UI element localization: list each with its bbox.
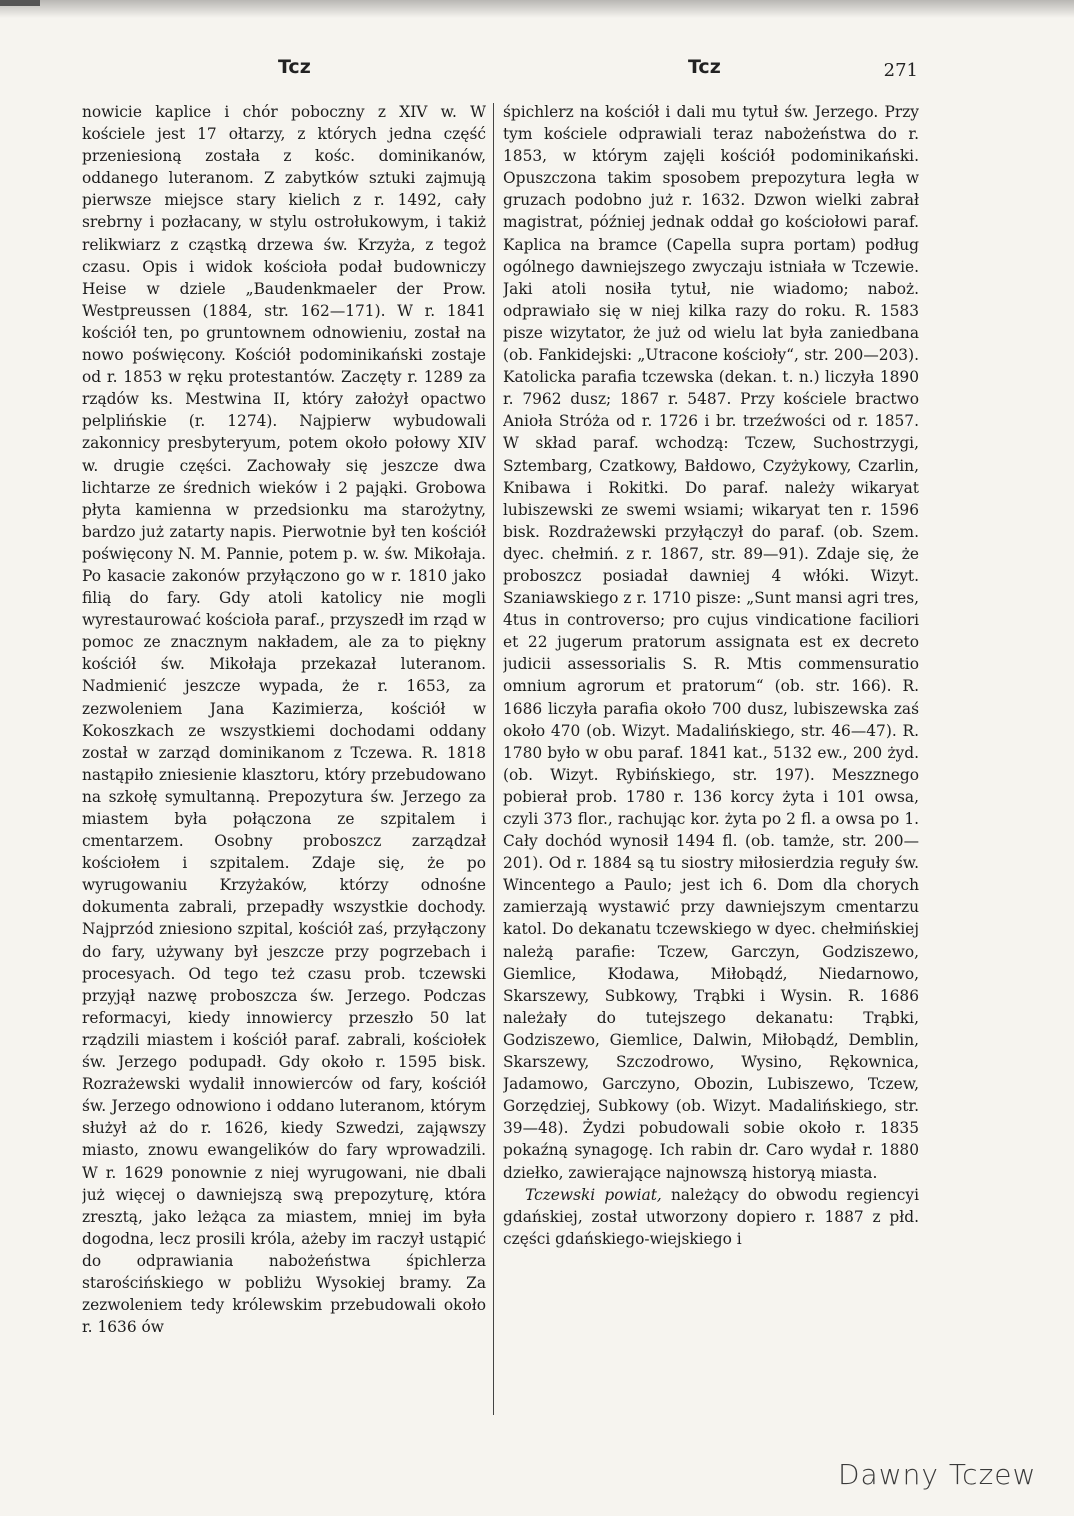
left-column-paragraph: nowicie kaplice i chór poboczny z XIV w. W kościele jest 17 ołtarzy, z których jedna część przeniesioną została z kośc. dominikanów, oddanego luteranom. Z zabytków sztuki zajmują pierwsze miejsce stary kielich z r. 1492, cały srebrny i pozłacany, w stylu ostrołukowym, i takiż relikwiarz z cząstką drzewa św. Krzyża, z tegoż czasu. Opis i widok kościoła podał budowniczy Heise w dziele „Baudenkmaeler der Prow. Westpreussen (1884, str. 162—171). W r. 1841 kościół ten, po gruntownem odnowieniu, został na nowo poświęcony. Kościół podominikański zostaje od r. 1853 w ręku protestantów. Zaczęty r. 1289 za rządów ks. Mestwina II, który założył opactwo pelplińskie (r. 1274). Najpierw wybudowali zakonnicy presbyteryum, potem około połowy XIV w. drugie części. Zachowały się jeszcze dwa lichtarze ze średnich wieków i 2 pająki. Grobowa płyta kamienna w przedsionku ma starożytny, bardzo już zatarty napis. Pierwotnie był ten kościół poświęcony N. M. Pannie, potem p. w. św. Mikołaja. Po kasacie zakonów przyłączono go w r. 1810 jako filią do fary. Gdy atoli katolicy nie mogli wyrestaurować kościoła paraf., przyszedł im rząd w pomoc ze znacznym nakładem, ale za to piękny kościół św. Mikołaja przekazał luteranom. Nadmienić jeszcze wypada, że r. 1653, za zezwoleniem Jana Kazimierza, kościół w Kokoszkach ze wszystkiemi dochodami oddany został w zarząd dominikanom z Tczewa. R. 1818 nastąpiło zniesienie klasztoru, który przebudowano na szkołę symultanną. Prepozytura św. Jerzego za miastem była połączona ze szpitalem i cmentarzem. Osobny proboszcz zarządzał kościołem i szpitalem. Zdaje się, że po wyrugowaniu Krzyżaków, którzy odnośne dokumenta zabrali, przepadły wszystkie dochody. Najprzód zniesiono szpital, kościół zaś, przyłączony do fary, używany był jeszcze przy pogrzebach i procesyach. Od tego też czasu prob. tczewski przyjął nazwę proboszcza św. Jerzego. Podczas reformacyi, kiedy innowiercy przeszło 50 lat rządzili miastem i kościół paraf. zabrali, kościołek św. Jerzego podupadł. Gdy około r. 1595 bisk. Rozrażewski wydalił innowierców od fary, kościół św. Jerzego odnowiono i oddano luteranom, którym służył aż do r. 1626, kiedy Szwedzi, zająwszy miasto, znowu ewangelików do fary wprowadzili. W r. 1629 ponownie z niej wyrugowani, nie dbali już więcej o dawniejszą swą prepozyturę, która zresztą, jako leżąca za miastem, mniej im była dogodna, lecz prosili króla, ażeby im raczył ustąpić do odprawiania nabożeństwa śpichlerza starościńskiego w pobliżu Wysokiej bramy. Za zezwoleniem tedy królewskim przebudowali około r. 1636 ów: [82, 103, 486, 1337]
running-head-left: Tcz: [278, 56, 311, 78]
entry-text: należący do obwodu regiencyi gdańskiej, został utworzony dopiero r. 1887 z płd. części gdańskiego-wiejskiego i: [503, 1185, 919, 1248]
right-column-paragraph-powiat: [503, 1184, 919, 1250]
column-divider: [493, 103, 494, 1415]
page-number: 271: [883, 60, 918, 81]
scan-edge-shadow: [0, 0, 1074, 18]
right-column-paragraph: śpichlerz na kościół i dali mu tytuł św. Jerzego. Przy tym kościele odprawiali teraz nabożeństwa do r. 1853, w którym zajęli kościół podominikański. Opuszczona takim sposobem prepozytura legła w gruzach podobno już r. 1632. Dzwon wielki zabrał magistrat, później jednak oddał go kościołowi paraf. Kaplica na bramce (Capella supra portam) podług ogólnego dawniejszego zwyczaju istniała w Tczewie. Jaki atoli nosiła tytuł, nie wiadomo; naboż. odprawiało się w niej kilka razy do roku. R. 1583 pisze wizytator, że już od wielu lat była zaniedbana (ob. Fankidejski: „Utracone kościoły“, str. 200—203). Katolicka parafia tczewska (dekan. t. n.) liczyła 1890 r. 7962 dusz; 1867 r. 5487. Przy kościele bractwo Anioła Stróża od r. 1726 i br. trzeźwości od r. 1857. W skład paraf. wchodzą: Tczew, Suchostrzygi, Sztembarg, Czatkowy, Bałdowo, Czyżykowy, Czarlin, Knibawa i Rokitki. Do paraf. należy wikaryat lubiszewski ze swemi wsiami; wikaryat ten r. 1596 bisk. Rozdrażewski przyłączył do paraf. (ob. Szem. dyec. chełmiń. z r. 1867, str. 89—91). Zdaje się, że proboszcz posiadał dawniej 4 włóki. Wizyt. Szaniawskiego z r. 1710 pisze: „Sunt mansi agri tres, 4tus in controverso; pro cujus vindicatione faciliori et 22 jugerum pratorum assignata est ex decreto judicii assessorialis S. R. Mtis commensuratio omnium agrorum et pratorum“ (ob. str. 166). R. 1686 liczyła parafia około 700 dusz, lubiszewska zaś około 470 (ob. Wizyt. Madalińskiego, str. 46—47). R. 1780 było w obu paraf. 1841 kat., 5132 ew., 200 żyd. (ob. Wizyt. Rybińskiego, str. 197). Meszznego pobierał prob. 1780 r. 136 korcy żyta i 101 owsa, czyli 373 flor., rachując kor. żyta po 2 fl. a owsa po 1. Cały dochód wynosił 1494 fl. (ob. tamże, str. 200—201). Od r. 1884 są tu siostry miłosierdzia reguły św. Wincentego a Paulo; jest ich 6. Dom dla chorych zamierzają wystawić przy dawniejszym cmentarzu katol. Do dekanatu tczewskiego w dyec. chełmińskiej należą parafie: Tczew, Garczyn, Godziszewo, Giemlice, Kłodawa, Miłobądź, Niedarnowo, Skarszewy, Subkowy, Trąbki i Wysin. R. 1686 należały do tutejszego dekanatu: Trąbki, Godziszewo, Giemlice, Dalwin, Miłobądź, Demblin, Skarszewy, Szczodrowo, Wysino, Rękownica, Jadamowo, Garczyno, Obozin, Lubiszewo, Tczew, Gorzędziej, Subkowy (ob. Wizyt. Madalińskiego, str. 39—48). Żydzi pobudowali sobie około r. 1835 pokaźną synagogę. Ich rabin dr. Caro wydał r. 1880 dziełko, zawierające najnowszą historyą miasta.: [503, 103, 919, 1182]
watermark-text: Dawny Tczew: [838, 1458, 1037, 1491]
running-head-right: Tcz: [688, 56, 721, 78]
text-column-left: [82, 101, 486, 1431]
text-column-right: [503, 101, 919, 1431]
scan-corner-mark: [0, 0, 40, 6]
entry-heading-italic: Tczewski powiat,: [525, 1185, 662, 1204]
